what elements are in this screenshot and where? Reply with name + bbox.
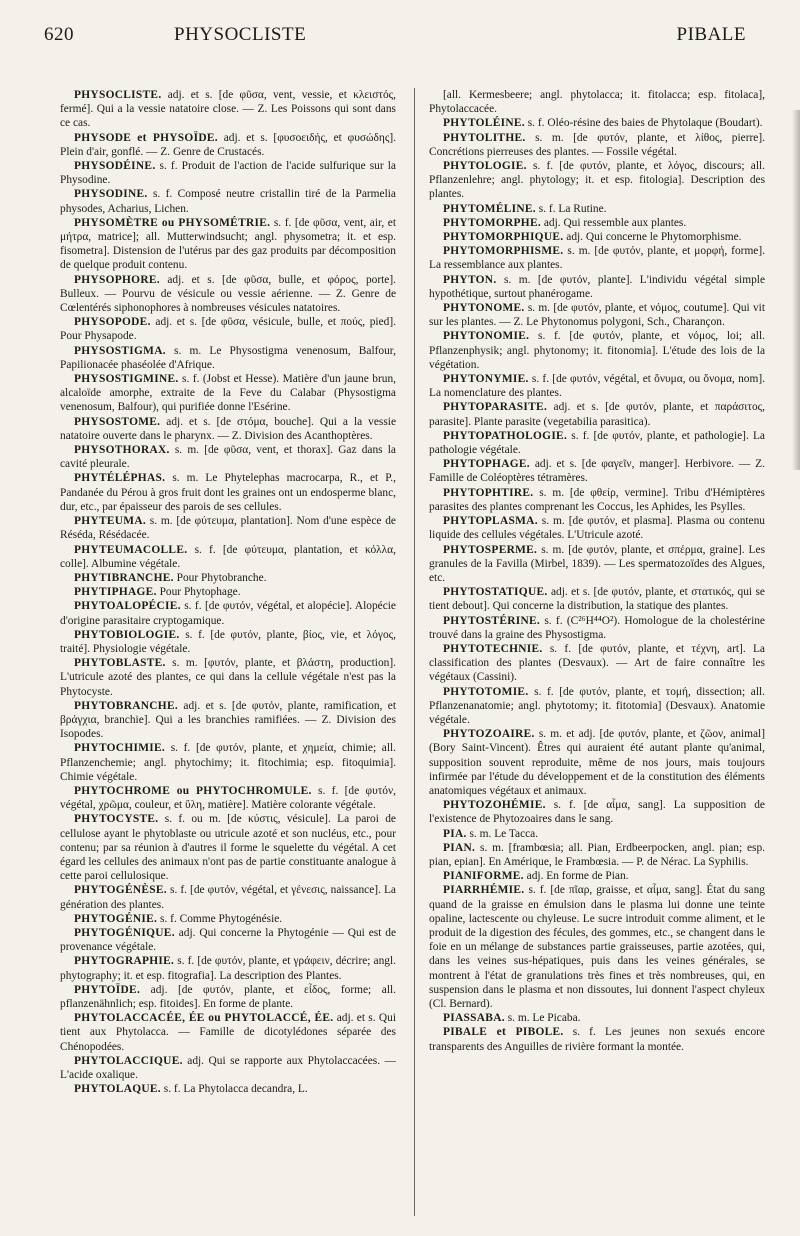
entry-definition: s. m. [de φύτευμα, plantation]. Nom d'une espèce de Réséda, Résédacée.: [60, 515, 396, 542]
dictionary-entry: [429, 400, 765, 428]
entry-definition: s. f. [de φυτόν, plante, et τέχνη, art]. La classification des plantes (Desvaux). — Art de faire connaître les végétaux (Cassini).: [429, 642, 765, 684]
entry-headword: PHYTOGÉNIE.: [74, 912, 158, 925]
dictionary-entry: [429, 614, 765, 642]
entry-headword: PHYTOLAQUE.: [74, 1083, 161, 1096]
dictionary-entry: [429, 543, 765, 586]
entry-headword: PHYTOPHAGE.: [443, 458, 530, 471]
entry-definition: s. m. [de φυτόν, plante, et μορφή, forme]. La ressemblance aux plantes.: [429, 245, 765, 272]
entry-definition: s. m. Le Picaba.: [504, 1012, 581, 1025]
dictionary-entry: [429, 827, 765, 841]
dictionary-entry: [429, 372, 765, 400]
entry-definition: [all. Kermesbeere; angl. phytolacca; it. fitolacca; esp. fitolaca], Phytolaccacée.: [429, 89, 765, 116]
dictionary-entry: [429, 329, 765, 372]
entry-headword: PHYTOGRAPHIE.: [74, 955, 175, 968]
entry-definition: Pour Phytobranche.: [173, 571, 267, 584]
entry-headword: PHYTOCYSTE.: [74, 813, 159, 826]
entry-headword: PHYTOLITHE.: [443, 131, 526, 144]
entry-definition: s. m. Le Phytelephas macrocarpa, R., et P., Pandanée du Pérou à gros fruit dont les graines ont un endosperme blanc, dur, etc., par épaisseur des parois de ses cellules.: [60, 472, 396, 513]
entry-definition: adj. et s. [de φυτόν, plante, ramification, et βράγχια, branchie]. Qui a les branchies ramifiées. — Z. Division des Isopodes.: [60, 699, 396, 741]
dictionary-entry: [429, 230, 765, 244]
entry-headword: PHYTOCHIMIE.: [74, 742, 166, 755]
entry-headword: PHYTOBRANCHE.: [74, 699, 179, 712]
dictionary-entry: [429, 841, 765, 869]
dictionary-entry: [429, 88, 765, 116]
dictionary-entry: [60, 443, 396, 471]
entry-headword: PHYSOSTOME.: [74, 415, 161, 428]
dictionary-entry: [429, 131, 765, 159]
entry-definition: s. f. [de φυτόν, plante, et τομή, dissection; all. Pflanzenanatomie; angl. phytotomy; it. fitotomia] (Desvaux). Anatomie végétale.: [429, 685, 765, 726]
entry-definition: s. f. [de φυτόν, végétal, et γένεσις, naissance]. La génération des plantes.: [60, 884, 396, 911]
dictionary-entry: [429, 301, 765, 329]
dictionary-entry: [60, 812, 396, 883]
entry-headword: PHYTOALOPÉCIE.: [74, 600, 181, 613]
entry-definition: s. f. [de φυτόν, plante, et γράφειν, décrire; angl. phytography; it. et esp. fitografia]. La description des Plantes.: [60, 955, 396, 982]
entry-headword: PHYSODINE.: [74, 188, 148, 201]
dictionary-entry: [429, 798, 765, 826]
dictionary-entry: [429, 273, 765, 301]
column-divider: [414, 88, 415, 1216]
dictionary-entry: [60, 628, 396, 656]
entry-headword: PHYTOPARASITE.: [443, 401, 548, 414]
dictionary-entry: [60, 1011, 396, 1054]
entry-headword: PHYTOMORPHISME.: [443, 245, 564, 258]
dictionary-entry: [429, 159, 765, 202]
dictionary-entry: [60, 187, 396, 215]
entry-definition: Pour Phytophage.: [156, 586, 241, 599]
entry-headword: PHYTOMORPHIQUE.: [443, 231, 564, 244]
entry-definition: s. f. [de αἷμα, sang]. La supposition de l'existence de Phytozoaires dans le sang.: [429, 799, 765, 826]
entry-headword: PHYSOCLISTE.: [74, 89, 162, 101]
entry-headword: PHYSOPODE.: [74, 316, 151, 329]
dictionary-entry: [429, 514, 765, 542]
entry-definition: adj. et s. [de φῦσα, bulle, et φόρος, porte]. Bulleux. — Pourvu de vésicule ou vessie aérienne. — Z. Genre de Cœlentérés siphonophores à nombreuses vésicules natatoires.: [60, 273, 396, 315]
entry-headword: PHYTOMÉLINE.: [443, 202, 536, 215]
dictionary-entry: [60, 344, 396, 372]
dictionary-entry: [60, 656, 396, 699]
entry-definition: adj. Qui se rapporte aux Phytolaccacées. — L'acide oxalique.: [60, 1054, 396, 1082]
entry-definition: s. m. [de φυτόν, plante]. L'individu végétal simple hypothétique, surtout phanérogame.: [429, 273, 765, 300]
dictionary-entry: [60, 741, 396, 784]
page-edge-shadow: [792, 110, 800, 470]
page-number: 620: [44, 24, 74, 45]
dictionary-entry: [60, 415, 396, 443]
entry-definition: adj. Qui ressemble aux plantes.: [541, 216, 687, 229]
entry-definition: adj. En forme de Pian.: [523, 870, 629, 883]
dictionary-entry: [60, 159, 396, 187]
entry-definition: adj. et s. [de φυτόν, plante, et στατικός, qui se tient debout]. Qui concerne la distribution, la statique des plantes.: [429, 586, 765, 613]
left-column: [60, 88, 396, 1216]
entry-headword: PHYTOSTATIQUE.: [443, 586, 548, 599]
entry-headword: PIBALE et PIBOLE.: [443, 1026, 564, 1039]
dictionary-entry: [60, 315, 396, 343]
entry-definition: s. m. [de φυτόν, et plasma]. Plasma ou contenu liquide des cellules végétales. L'Utricule azoté.: [429, 515, 765, 542]
entry-definition: s. m. [frambœsia; all. Pian, Erdbeerpocken, angl. pian; esp. pian, epian]. En Amérique, le Frambœsia. — P. de Nérac. La Syphilis.: [429, 841, 765, 868]
entry-headword: PHYTIBRANCHE.: [74, 571, 174, 584]
entry-headword: PHYTOLOGIE.: [443, 160, 527, 173]
entry-definition: s. f. Comme Phytogénésie.: [157, 912, 283, 925]
entry-headword: PHYTONOME.: [443, 302, 525, 315]
dictionary-entry: [429, 685, 765, 728]
entry-definition: s. f. [de φυτόν, végétal, et alopécie]. Alopécie d'origine parasitaire cryptogamique.: [60, 600, 396, 627]
entry-definition: s. f. [de φύτευμα, plantation, et κόλλα, colle]. Albumine végétale.: [60, 543, 396, 570]
entry-headword: PHYTÉLÉPHAS.: [74, 472, 166, 485]
dictionary-entry: [429, 202, 765, 216]
entry-definition: s. m. Le Tacca.: [466, 827, 539, 840]
entry-definition: s. m. et adj. [de φυτόν, plante, et ζῶον, animal] (Bory Saint-Vincent). Êtres qui auraient été autant plante qu'animal, supposition souvent reproduite, même de nos jours, mais toujours infirmée par l'étude du développement et de la constitution des éléments anatomiques végétaux et animaux.: [429, 728, 765, 797]
entry-definition: s. f. Composé neutre cristallin tiré de la Parmelia physodes, Acharius, Lichen.: [60, 188, 396, 215]
entry-headword: PHYTONOMIE.: [443, 330, 530, 343]
dictionary-entry: [429, 1025, 765, 1053]
running-header: [44, 16, 776, 76]
entry-headword: PHYTOLACCIQUE.: [74, 1054, 183, 1067]
entry-headword: PHYSOTHORAX.: [74, 444, 170, 457]
entry-definition: s. f. Oléo-résine des baies de Phytolaque (Boudart).: [524, 117, 763, 130]
dictionary-entry: [429, 429, 765, 457]
dictionary-entry: [60, 216, 396, 273]
entry-headword: PHYTON.: [443, 273, 497, 286]
entry-definition: s. m. [φυτόν, plante, et βλάστη, production]. L'utricule azoté des plantes, ce qui dans la cellule végétale n'est pas la Phytocyste.: [60, 657, 396, 698]
dictionary-entry: [429, 1011, 765, 1025]
dictionary-entry: [429, 642, 765, 685]
entry-definition: adj. et s. [φυσοειδής, et φυσώδης]. Plein d'air, gonflé. — Z. Genre de Crustacés.: [60, 131, 396, 158]
entry-headword: PIARRHÉMIE.: [443, 884, 525, 897]
text-columns: [60, 88, 766, 1216]
entry-definition: s. m. [de φυτόν, plante, et λίθος, pierre]. Concrétions pierreuses des plantes. — Fossile végétal.: [429, 131, 765, 158]
entry-definition: s. f. [de φυτόν, plante, et χημεία, chimie; all. Pflanzenchemie; angl. phytochimy; it. fitochimia; esp. fitoquimia]. Chimie végétale.: [60, 742, 396, 783]
entry-headword: PHYSOPHORE.: [74, 273, 160, 286]
dictionary-entry: [60, 1082, 396, 1096]
dictionary-entry: [60, 699, 396, 742]
dictionary-entry: [429, 116, 765, 130]
entry-headword: PHYTEUMACOLLE.: [74, 543, 188, 556]
dictionary-entry: [60, 912, 396, 926]
dictionary-entry: [60, 88, 396, 131]
entry-headword: PHYTOTOMIE.: [443, 685, 529, 698]
dictionary-entry: [60, 131, 396, 159]
entry-headword: PHYTOBIOLOGIE.: [74, 628, 180, 641]
entry-headword: PHYTOÏDE.: [74, 983, 141, 996]
entry-headword: PHYTOGÉNÈSE.: [74, 884, 167, 897]
entry-headword: PHYTONYMIE.: [443, 373, 529, 386]
entry-headword: PHYSODE et PHYSOÏDE.: [74, 131, 218, 144]
entry-headword: PHYSOSTIGMINE.: [74, 373, 179, 386]
entry-headword: PHYSOSTIGMA.: [74, 344, 166, 357]
entry-headword: PHYTOZOAIRE.: [443, 728, 535, 741]
entry-definition: s. f. (Jobst et Hesse). Matière d'un jaune brun, alcaloïde amorphe, extraite de la Feve du Calabar (Physostigma venenosum, Balfour), qui purifiée donne l'Esérine.: [60, 373, 396, 414]
dictionary-entry: [60, 571, 396, 585]
entry-definition: s. f. [de φυτόν, plante, et λόγος, discours; all. Pflanzenlehre; angl. phytology; it. et esp. fitologia]. Description des plantes.: [429, 160, 765, 201]
dictionary-entry: [429, 883, 765, 1011]
dictionary-entry: [60, 471, 396, 514]
entry-definition: adj. Qui concerne la Phytogénie — Qui est de provenance végétale.: [60, 926, 396, 954]
right-running-head: PIBALE: [676, 24, 746, 45]
entry-headword: PHYTOSPERME.: [443, 543, 538, 556]
dictionary-entry: [60, 954, 396, 982]
entry-definition: s. f. [de φυτόν, plante, et pathologie]. La pathologie végétale.: [429, 429, 765, 457]
dictionary-entry: [60, 1054, 396, 1082]
entry-definition: s. f. [de φυτόν, plante, et νόμος, loi; all. Pflanzenphysik; angl. phytonomy; it. fitonomia]. L'étude des lois de la végétation.: [429, 330, 765, 371]
entry-definition: adj. et s. [de φῦσα, vésicule, bulle, et πούς, pied]. Pour Physapode.: [60, 316, 396, 343]
entry-definition: adj. et s. Qui tient aux Phytolacca. — Famille de dicotylédones séparée des Chénopodées.: [60, 1012, 396, 1053]
entry-headword: PIA.: [443, 827, 467, 840]
dictionary-entry: [429, 869, 765, 883]
entry-headword: PIANIFORME.: [443, 870, 524, 883]
entry-headword: PHYTOPATHOLOGIE.: [443, 429, 568, 442]
entry-definition: s. f. ou m. [de κύστις, vésicule]. La paroi de cellulose ayant le phytoblaste ou utricule azoté et son nucléus, etc., pour contenu; par sa réunion à d'autres il forme le squelette du végétal. A cet égard les cellules des animaux n'ont pas de partie constituante analogue à cette paroi cellulosique.: [60, 813, 396, 883]
entry-definition: adj. et s. [de φῦσα, vent, vessie, et κλειστός, fermé]. Qui a la vessie natatoire close. — Z. Les Poissons qui sont dans ce cas.: [60, 89, 396, 130]
dictionary-entry: [429, 216, 765, 230]
entry-definition: s. m. Le Physostigma venenosum, Balfour, Papilionacée phaséolée d'Afrique.: [60, 344, 396, 371]
entry-definition: s. f. [de πῖαρ, graisse, et αἷμα, sang]. État du sang quand de la graisse en émulsion dans le plasma lui donne une teinte opaline, lactescente ou chyleuse. Le sucre introduit comme aliment, et le produit de la digestion des fécules, des gommes, etc., se changent dans le foie en un mélange de substances partie graisseuses, partie azotées, qui, dans les veines sus-hépatiques, puis dans les veines générales, se montrent à l'état de granulations très fines et très nombreuses, qui, en suspension dans le plasma et non dissoutes, lui donnent l'aspect chyleux (Cl. Bernard).: [429, 884, 765, 1010]
dictionary-entry: [429, 585, 765, 613]
entry-definition: s. m. [de φυτόν, plante, et νόμος, coutume]. Qui vit sur les plantes. — Z. Le Phytonomus polygoni, Sch., Charançon.: [429, 302, 765, 329]
entry-headword: PHYSOMÈTRE ou PHYSOMÉTRIE.: [74, 216, 271, 229]
dictionary-entry: [60, 273, 396, 316]
entry-headword: PIAN.: [443, 841, 476, 854]
entry-headword: PHYTOSTÉRINE.: [443, 614, 541, 627]
entry-headword: PHYTOLACCACÉE, ÉE ou PHYTOLACCÉ, ÉE.: [74, 1012, 334, 1025]
dictionary-entry: [429, 457, 765, 485]
dictionary-entry: [60, 514, 396, 542]
dictionary-entry: [60, 784, 396, 812]
dictionary-entry: [60, 543, 396, 571]
entry-definition: adj. [de φυτόν, plante, et εἶδος, forme; all. pflanzenähnlich; esp. fitoides]. En forme de plante.: [60, 983, 396, 1010]
entry-headword: PHYTOZOHÉMIE.: [443, 799, 546, 812]
entry-definition: adj. Qui concerne le Phytomorphisme.: [563, 231, 742, 244]
entry-headword: PHYTOLÉINE.: [443, 117, 525, 130]
entry-headword: PHYTOTECHNIE.: [443, 642, 543, 655]
entry-definition: adj. et s. [de φαγεῖν, manger]. Herbivore. — Z. Famille de Coléoptères tétramères.: [429, 458, 765, 485]
entry-definition: s. f. (C²⁶H⁴⁴O²). Homologue de la cholestérine trouvé dans la graine des Physostigma.: [429, 614, 765, 641]
entry-definition: s. f. Produit de l'action de l'acide sulfurique sur la Physodine.: [60, 160, 396, 187]
entry-headword: PIASSABA.: [443, 1012, 505, 1025]
entry-definition: s. f. [de φυτόν, végétal, χρῶμα, couleur, et ὕλη, matière]. Matière colorante végétale.: [60, 784, 396, 812]
entry-headword: PHYTOMORPHE.: [443, 216, 541, 229]
entry-headword: PHYTOBLASTE.: [74, 657, 166, 670]
dictionary-entry: [60, 883, 396, 911]
dictionary-entry: [60, 585, 396, 599]
entry-definition: s. f. [de φυτόν, végétal, et ὄνυμα, ou ὄνομα, nom]. La nomenclature des plantes.: [429, 373, 765, 400]
entry-definition: adj. et s. [de φυτόν, plante, et παράσιτος, parasite]. Plante parasite (vegetabilia parasitica).: [429, 401, 765, 428]
dictionary-entry: [60, 599, 396, 627]
entry-definition: s. f. [de φῦσα, vent, air, et μήτρα, matrice]; all. Mutterwindsucht; angl. physometra; it. et esp. fisometra]. Distension de l'utérus par des gaz produits par décomposition de quelque produit contenu.: [60, 216, 396, 272]
entry-definition: s. m. [de φῦσα, vent, et thorax]. Gaz dans la cavité pleurale.: [60, 444, 396, 471]
dictionary-entry: [60, 372, 396, 415]
left-running-head: PHYSOCLISTE: [174, 24, 307, 45]
dictionary-entry: [60, 926, 396, 954]
entry-definition: adj. et s. [de στόμα, bouche]. Qui a la vessie natatoire ouverte dans le pharynx. — Z. Division des Acanthoptères.: [60, 415, 396, 442]
entry-headword: PHYTOGÉNIQUE.: [74, 926, 175, 939]
entry-definition: s. m. [de φυτόν, plante, et σπέρμα, graine]. Les granules de la Favilla (Mirbel, 1839). — Les spermatozoïdes des Algues, etc.: [429, 543, 765, 584]
right-column: [429, 88, 765, 1216]
entry-headword: PHYSODÉINE.: [74, 160, 156, 173]
dictionary-entry: [429, 486, 765, 514]
entry-headword: PHYTIPHAGE.: [74, 586, 157, 599]
dictionary-entry: [60, 983, 396, 1011]
entry-headword: PHYTOPHTIRE.: [443, 486, 534, 499]
entry-definition: s. f. La Phytolacca decandra, L.: [160, 1083, 308, 1096]
entry-definition: s. f. La Rutine.: [535, 202, 607, 215]
dictionary-entry: [429, 244, 765, 272]
entry-headword: PHYTEUMA.: [74, 515, 146, 528]
entry-headword: PHYTOPLASMA.: [443, 515, 538, 528]
entry-definition: s. f. [de φυτόν, plante, βίος, vie, et λόγος, traité]. Physiologie végétale.: [60, 628, 396, 655]
entry-definition: s. m. [de φθείρ, vermine]. Tribu d'Hémiptères parasites des plantes comprenant les Coccus, les Aphides, les Psylles.: [429, 486, 765, 513]
entry-headword: PHYTOCHROME ou PHYTOCHROMULE.: [74, 784, 312, 797]
dictionary-entry: [429, 727, 765, 798]
entry-definition: s. f. Les jeunes non sexués encore transparents des Anguilles de rivière formant la montée.: [429, 1026, 765, 1053]
